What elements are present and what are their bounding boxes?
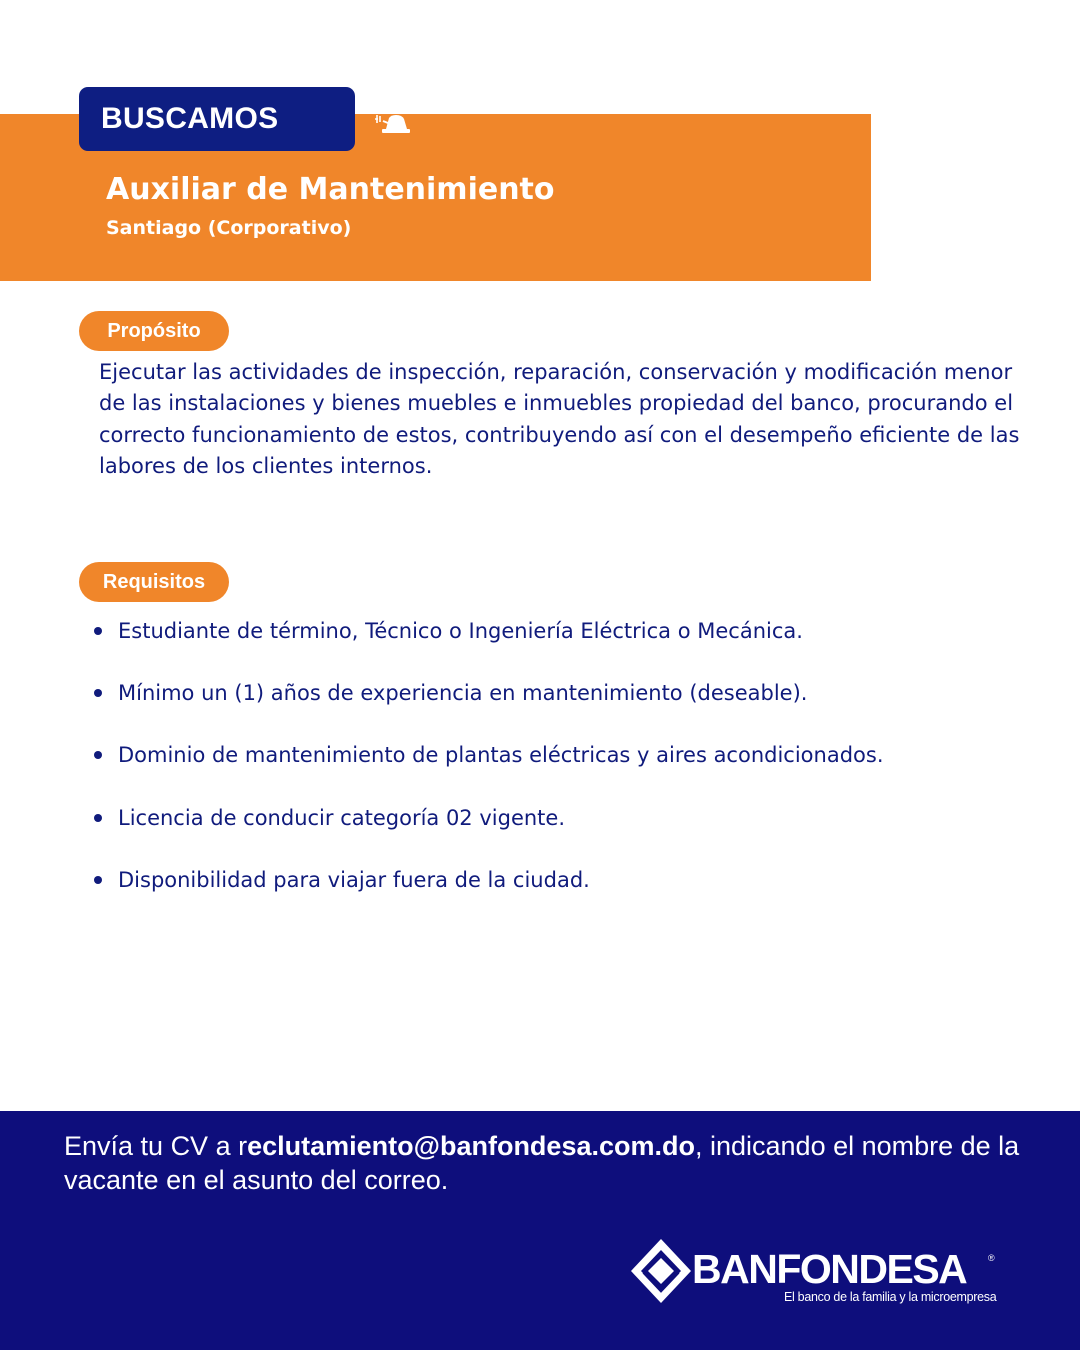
footer-text-prefix: Envía tu CV a r bbox=[64, 1131, 248, 1161]
logo-tagline: El banco de la familia y la microempresa bbox=[784, 1290, 997, 1304]
bullet-icon bbox=[94, 627, 102, 635]
bullet-icon bbox=[94, 689, 102, 697]
logo-wordmark: BANFONDESA bbox=[692, 1246, 967, 1292]
requirements-list bbox=[92, 613, 992, 924]
banfondesa-logo-icon bbox=[630, 1238, 692, 1304]
list-item-text: Licencia de conducir categoría 02 vigente. bbox=[118, 805, 565, 830]
list-item-text: Disponibilidad para viajar fuera de la ciudad. bbox=[118, 867, 590, 892]
list-item-text: Dominio de mantenimiento de plantas eléctricas y aires acondicionados. bbox=[118, 743, 884, 768]
buscamos-label: BUSCAMOS bbox=[101, 102, 279, 135]
job-location: Santiago (Corporativo) bbox=[106, 217, 352, 239]
purpose-heading: Propósito bbox=[79, 311, 229, 351]
bullet-icon bbox=[94, 751, 102, 759]
list-item bbox=[92, 613, 992, 675]
job-title: Auxiliar de Mantenimiento bbox=[106, 172, 555, 207]
list-item bbox=[92, 862, 992, 924]
list-item bbox=[92, 800, 992, 862]
contact-email[interactable]: eclutamiento@banfondesa.com.do bbox=[247, 1131, 695, 1161]
list-item-text: Mínimo un (1) años de experiencia en mantenimiento (deseable). bbox=[118, 681, 808, 706]
person-at-desk-icon bbox=[373, 101, 411, 135]
bullet-icon bbox=[94, 814, 102, 822]
list-item bbox=[92, 675, 992, 737]
footer-instructions bbox=[64, 1129, 1024, 1197]
list-item bbox=[92, 737, 992, 799]
list-item-text: Estudiante de término, Técnico o Ingeniería Eléctrica o Mecánica. bbox=[118, 619, 803, 643]
bullet-icon bbox=[94, 876, 102, 884]
purpose-text: Ejecutar las actividades de inspección, reparación, conservación y modificación menor de las instalaciones y bienes muebles e inmuebles propiedad del banco, procurando el correcto funcionamiento de estos, contribuyendo así con el desempeño eficiente de las labores de los clientes internos. bbox=[99, 360, 1020, 478]
requirements-heading: Requisitos bbox=[79, 562, 229, 602]
footer-text-suffix: , indicando el nombre de la vacante en el asunto del correo. bbox=[64, 1131, 1020, 1195]
registered-mark: ® bbox=[988, 1253, 995, 1263]
buscamos-tag bbox=[79, 87, 355, 151]
